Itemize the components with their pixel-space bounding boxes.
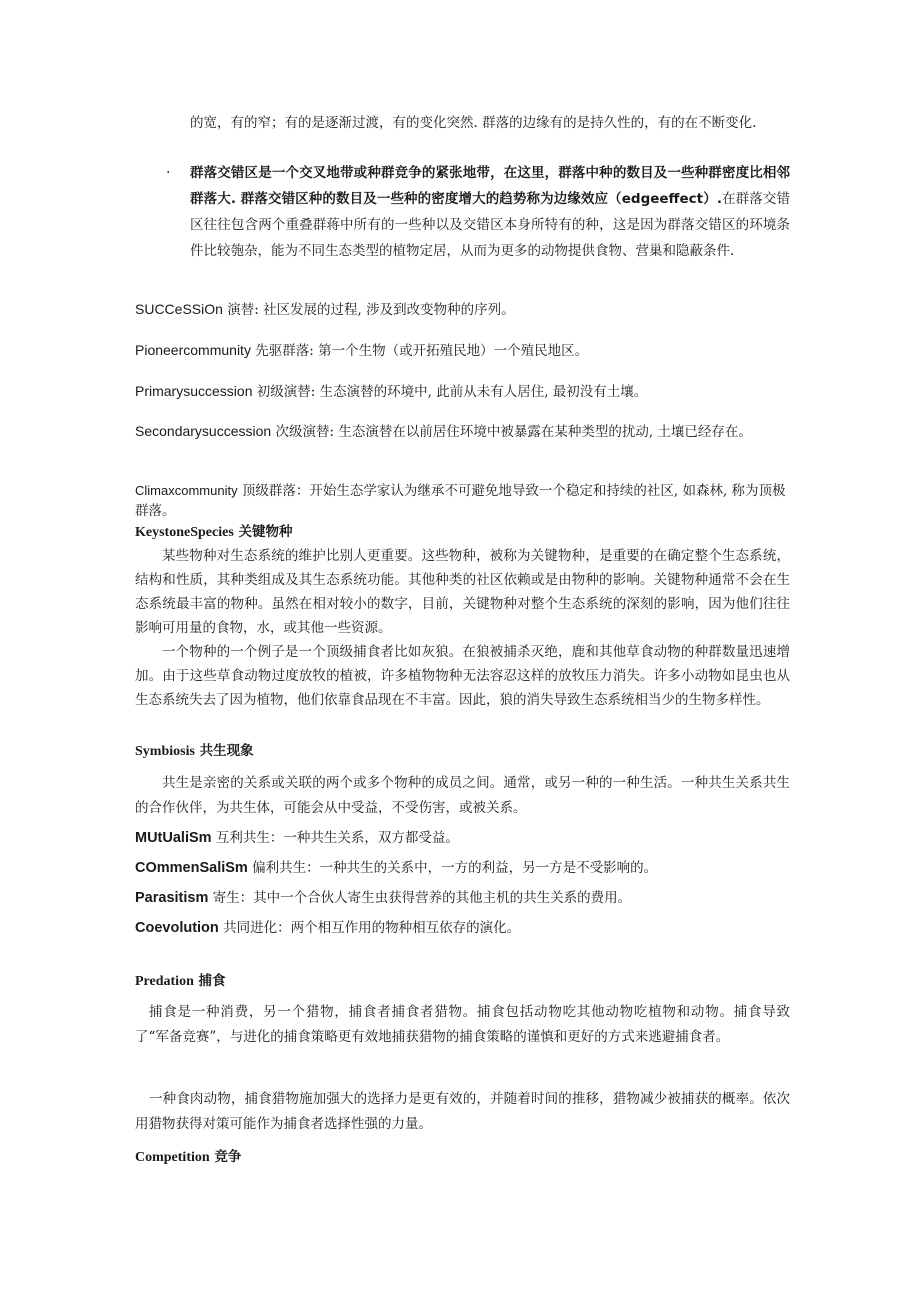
definition-text: 次级演替: 生态演替在以前居住环境中被暴露在某种类型的扰动, 土壤已经存在。 bbox=[271, 424, 752, 440]
heading-term: Competition bbox=[135, 1150, 210, 1165]
bullet-text bbox=[190, 160, 790, 264]
symbiosis-heading bbox=[135, 740, 254, 763]
symbiosis-term: COmmenSaliSm bbox=[135, 860, 248, 876]
symbiosis-term: Parasitism bbox=[135, 890, 209, 906]
heading-title: 关键物种 bbox=[233, 524, 293, 540]
symbiosis-paragraph: 共生是亲密的关系或关联的两个或多个物种的成员之间。通常，或另一种的一种生活。一种共生关系共生的合作伙伴，为共生体，可能会从中受益，不受伤害，或被关系。 bbox=[135, 775, 790, 816]
symbiosis-mutualism bbox=[135, 827, 790, 849]
bullet-marker: · bbox=[166, 165, 171, 181]
predation-heading bbox=[135, 970, 226, 993]
symbiosis-coevolution bbox=[135, 917, 790, 939]
keystone-paragraph-2: 一个物种的一个例子是一个顶级捕食者比如灰狼。在狼被捕杀灭绝，鹿和其他草食动物的种群数量迅速增加。由于这些草食动物过度放牧的植被，许多植物物种无法容忍这样的放牧压力消失。许多小动物如昆虫也从生态系统失去了因为植物，他们依靠食品现在不丰富。因此，狼的消失导致生态系统相当少的生物多样性。 bbox=[135, 644, 790, 708]
definition-text: 先驱群落: 第一个生物（或开拓殖民地）一个殖民地区。 bbox=[250, 343, 589, 359]
definition-term: Secondarysuccession bbox=[135, 423, 272, 439]
definition-text: 顶级群落：开始生态学家认为继承不可避免地导致一个稳定和持续的社区, 如森林, 称为顶极群落。 bbox=[135, 483, 786, 519]
keystone-paragraph-1: 某些物种对生态系统的维护比别人更重要。这些物种，被称为关键物种，是重要的在确定整个生态系统，结构和性质，其种类组成及其生态系统功能。其他种类的社区依赖或是由物种的影响。关键物种通常不会在生态系统最丰富的物种。虽然在相对较小的数字，目前，关键物种对整个生态系统的深刻的影响，因为他们往往影响可用量的食物，水，或其他一些资源。 bbox=[135, 548, 790, 636]
symbiosis-text: 互利共生：一种共生关系，双方都受益。 bbox=[211, 830, 459, 846]
intro-continuation: 的宽，有的窄；有的是逐渐过渡，有的变化突然. 群落的边缘有的是持久性的，有的在不断变化. bbox=[190, 115, 757, 131]
symbiosis-text: 偏利共生：一种共生的关系中，一方的利益，另一方是不受影响的。 bbox=[247, 860, 658, 876]
predation-paragraph-2: 一种食肉动物，捕食猎物施加强大的选择力是更有效的，并随着时间的推移，猎物减少被捕获的概率。依次用猎物获得对策可能作为捕食者选择性强的力量。 bbox=[135, 1091, 790, 1132]
edge-effect-bullet bbox=[166, 160, 790, 264]
keystone-heading bbox=[135, 521, 292, 544]
symbiosis-parasitism bbox=[135, 887, 790, 909]
bullet-normal-text: 在群落交错区往往包含两个重叠群蒋中所有的一些种以及交错区本身所特有的种，这是因为群落交错区的环境条件比较匏杂，能为不同生态类型的植物定居，从而为更多的动物提供食物、营巢和隐蔽条件. bbox=[190, 191, 790, 259]
heading-title: 共生现象 bbox=[194, 743, 254, 759]
definition-secondary-succession bbox=[135, 421, 790, 442]
definition-term: SUCCeSSiOn bbox=[135, 301, 223, 317]
heading-term: Symbiosis bbox=[135, 744, 195, 759]
heading-term: Predation bbox=[135, 974, 194, 989]
definition-climax-community bbox=[135, 481, 790, 521]
symbiosis-commensalism bbox=[135, 857, 790, 879]
definition-pioneer-community bbox=[135, 340, 790, 361]
definition-term: Primarysuccession bbox=[135, 383, 253, 399]
heading-title: 竞争 bbox=[209, 1149, 242, 1165]
definition-text: 初级演替: 生态演替的环境中, 此前从未有人居住, 最初没有土壤。 bbox=[252, 384, 648, 400]
competition-heading bbox=[135, 1146, 241, 1169]
definition-term: Pioneercommunity bbox=[135, 342, 251, 358]
definition-primary-succession bbox=[135, 381, 790, 402]
heading-term: KeystoneSpecies bbox=[135, 525, 234, 540]
symbiosis-text: 共同进化：两个相互作用的物种相互依存的演化。 bbox=[218, 920, 521, 936]
definition-text: 演替: 社区发展的过程, 涉及到改变物种的序列。 bbox=[222, 302, 515, 318]
symbiosis-text: 寄生：其中一个合伙人寄生虫获得营养的其他主机的共生关系的费用。 bbox=[208, 890, 632, 906]
definition-succession bbox=[135, 299, 790, 320]
symbiosis-term: Coevolution bbox=[135, 920, 219, 936]
heading-title: 捕食 bbox=[193, 973, 226, 989]
predation-paragraph-1: 捕食是一种消费，另一个猎物，捕食者捕食者猎物。捕食包括动物吃其他动物吃植物和动物。捕食导致了“军备竞赛”，与进化的捕食策略更有效地捕获猎物的捕食策略的谨慎和更好的方式来逃避捕食者。 bbox=[135, 1004, 790, 1045]
bullet-bold-text: 群落交错区是一个交叉地带或种群竞争的紧张地带，在这里，群落中种的数目及一些种群密度比相邻群落大. 群落交错区种的数目及一些种的密度增大的趋势称为边缘效应（edgeeffect）. bbox=[190, 165, 790, 207]
symbiosis-term: MUtUaliSm bbox=[135, 830, 212, 846]
definition-term: Climaxcommunity bbox=[135, 483, 238, 498]
